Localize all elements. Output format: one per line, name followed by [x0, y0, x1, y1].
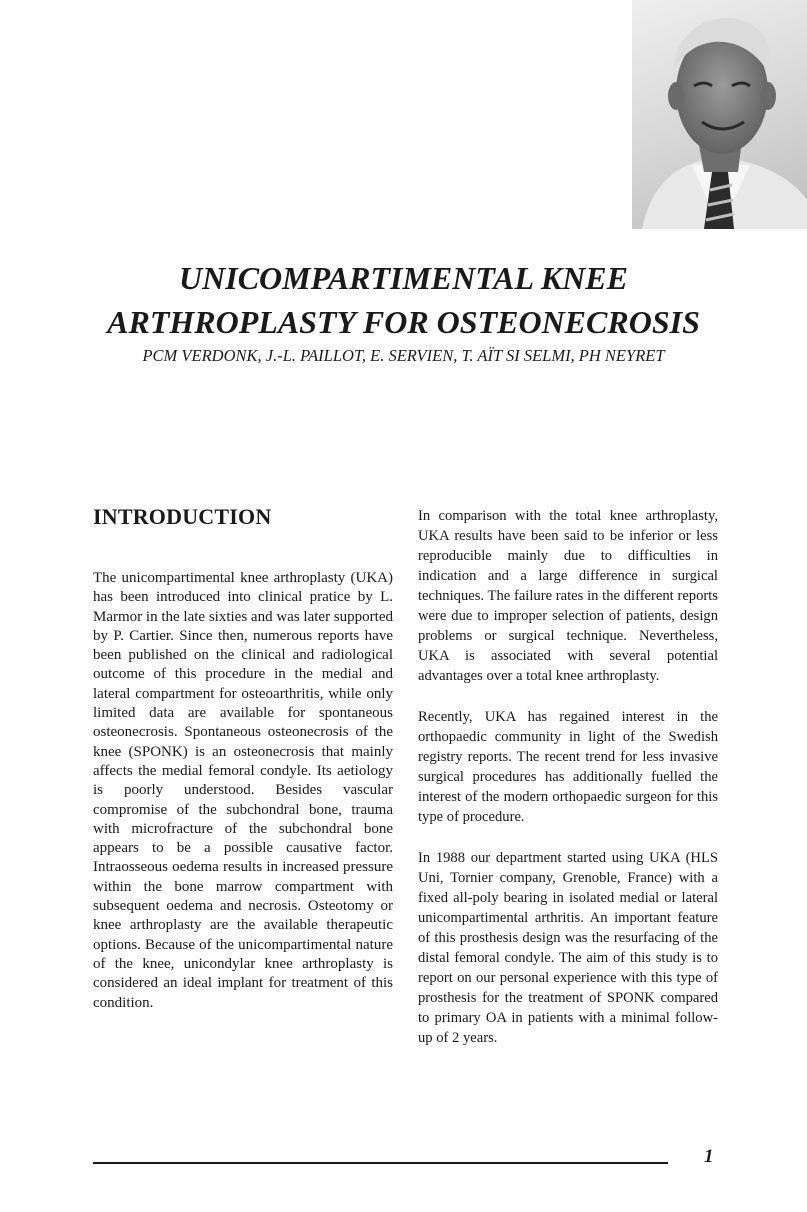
paper-title — [0, 256, 807, 344]
author-portrait-photo — [632, 0, 807, 229]
paper-title-line-1: UNICOMPARTIMENTAL KNEE — [179, 260, 628, 296]
paper-title-line-2: ARTHROPLASTY FOR OSTEONECROSIS — [107, 304, 700, 340]
right-paragraph-1: In comparison with the total knee arthroplasty, UKA results have been said to be inferior or less reproducible mainly due to difficulties in indication and a large difference in surgical techniques. The failure rates in the different reports were due to improper selection of patients, design problems or surgical technique. Nevertheless, UKA is associated with several potential advantages over a total knee arthroplasty. — [418, 508, 718, 684]
page-number: 1 — [704, 1146, 714, 1167]
author-list: PCM VERDONK, J.-L. PAILLOT, E. SERVIEN, T. AÏT SI SELMI, PH NEYRET — [142, 346, 665, 365]
right-column — [418, 506, 718, 1069]
right-paragraph-2: Recently, UKA has regained interest in the orthopaedic community in light of the Swedish registry reports. The recent trend for less invasive surgical procedures has additionally fuelled the interest of the modern orthopaedic surgeon for this type of procedure. — [418, 709, 718, 825]
left-paragraph-1: The unicompartimental knee arthroplasty (UKA) has been introduced into clinical pratice by L. Marmor in the late sixties and was later supported by P. Cartier. Since then, numerous reports have been published on the clinical and radiological outcome of this procedure in the medial and lateral compartment for osteoarthritis, while only limited data are available for spontaneous osteonecrosis. Spontaneous osteonecrosis of the knee (SPONK) is an osteonecrosis that mainly affects the medial femoral condyle. Its aetiology is poorly understood. Besides vascular compromise of the subchondral bone, trauma with microfracture of the subchondral bone appears to be a possible causative factor. Intraosseous oedema results in increased pressure within the bone marrow compartment with subsequent oedema and necrosis. Osteotomy or knee arthroplasty are the available therapeutic options. Because of the unicompartimental nature of the knee, unicondylar knee arthroplasty is considered an ideal implant for treatment of this condition. — [93, 570, 393, 1011]
portrait-silhouette-icon — [632, 0, 807, 229]
left-column — [93, 569, 393, 1034]
footer-rule — [93, 1162, 668, 1164]
section-heading-introduction: INTRODUCTION — [93, 504, 272, 529]
right-paragraph-3: In 1988 our department started using UKA (HLS Uni, Tornier company, Grenoble, France) with a fixed all-poly bearing in isolated medial or lateral unicompartimental arthritis. An important feature of this prosthesis design was the resurfacing of the distal femoral condyle. The aim of this study is to report on our personal experience with this type of prosthesis for the treatment of SPONK compared to primary OA in patients with a minimal follow-up of 2 years. — [418, 850, 718, 1046]
